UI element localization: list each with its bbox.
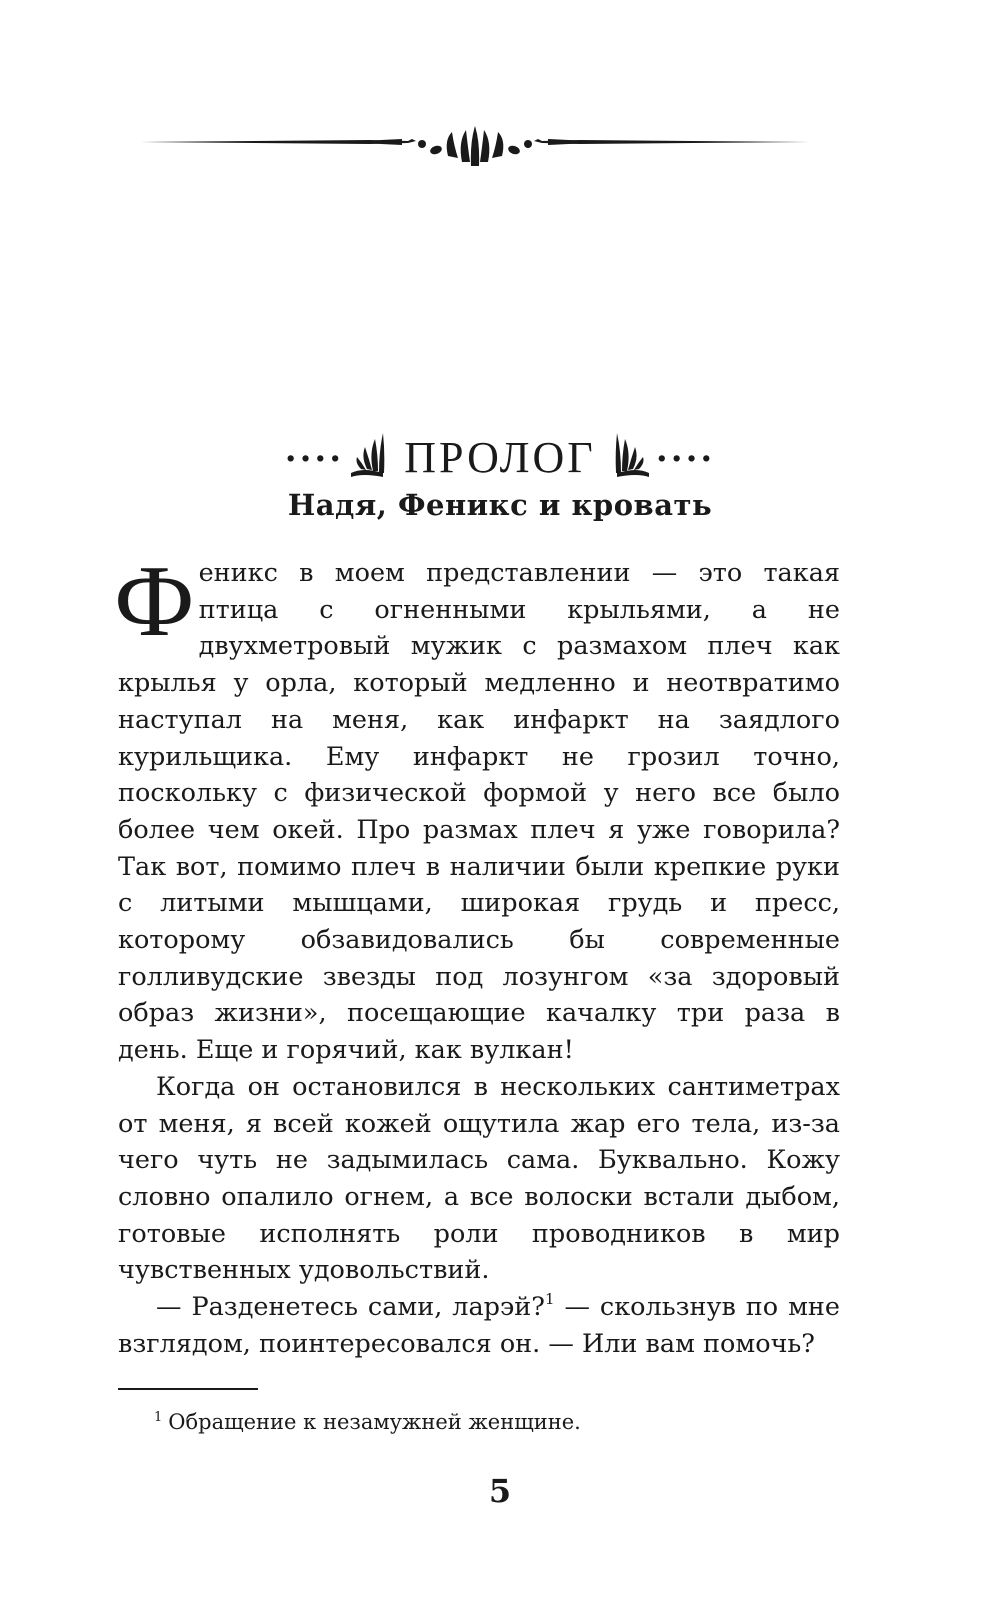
paragraph-3-text-a: — Разденетесь сами, ларэй? — [156, 1292, 545, 1323]
heading-dots-right: .... — [655, 429, 716, 470]
footnote-separator — [118, 1388, 258, 1390]
paragraph-3-text-b: — скользнув по мне взглядом, поинтересовался он. — Или вам помочь? — [118, 1292, 841, 1359]
page-number: 5 — [488, 1472, 512, 1510]
fan-ornament-left-icon — [349, 429, 385, 479]
fan-ornament-right-icon — [615, 429, 651, 479]
footnote-text: Обращение к незамужней женщине. — [168, 1410, 581, 1434]
paragraph-1 — [114, 545, 840, 1069]
body-text — [114, 545, 841, 1362]
top-ornament — [140, 122, 810, 182]
chapter-heading — [0, 428, 1000, 494]
heading-dots-left: .... — [284, 429, 345, 470]
footnote — [154, 1410, 581, 1434]
footnote-reference[interactable]: 1 — [544, 1290, 555, 1309]
paragraph-1-text: еникс в моем представлении — это такая птица с огненными крыльями, а не двухметровый мужик с размахом плеч как крылья у орла, который медленно и неотвратимо наступал на меня, как инфаркт на заядлого курильщика. Ему инфаркт не грозил точно, поскольку с физической формой у него все было более чем окей. Про размах плеч я уже говорила? Так вот, помимо плеч в наличии были крепкие руки с литыми мышцами, широкая грудь и пресс, которому обзавидовались бы современные голливудские звезды под лозунгом «за здоровый образ жизни», посещающие качалку три раза в день. Еще и горячий, как вулкан! — [118, 558, 840, 1066]
footnote-marker: 1 — [154, 1410, 163, 1425]
paragraph-2: Когда он остановился в нескольких сантиметрах от меня, я всей кожей ощутила жар его тела, из-за чего чуть не задымилась сама. Буквально. Кожу словно опалило огнем, а все волоски встали дыбом, готовые исполнять роли проводников в мир чувственных удовольствий. — [118, 1071, 840, 1286]
chapter-subtitle: Надя, Феникс и кровать — [287, 488, 713, 522]
drop-cap: Ф — [114, 545, 195, 658]
chapter-title: ПРОЛОГ — [404, 433, 596, 482]
paragraph-3 — [118, 1289, 840, 1362]
